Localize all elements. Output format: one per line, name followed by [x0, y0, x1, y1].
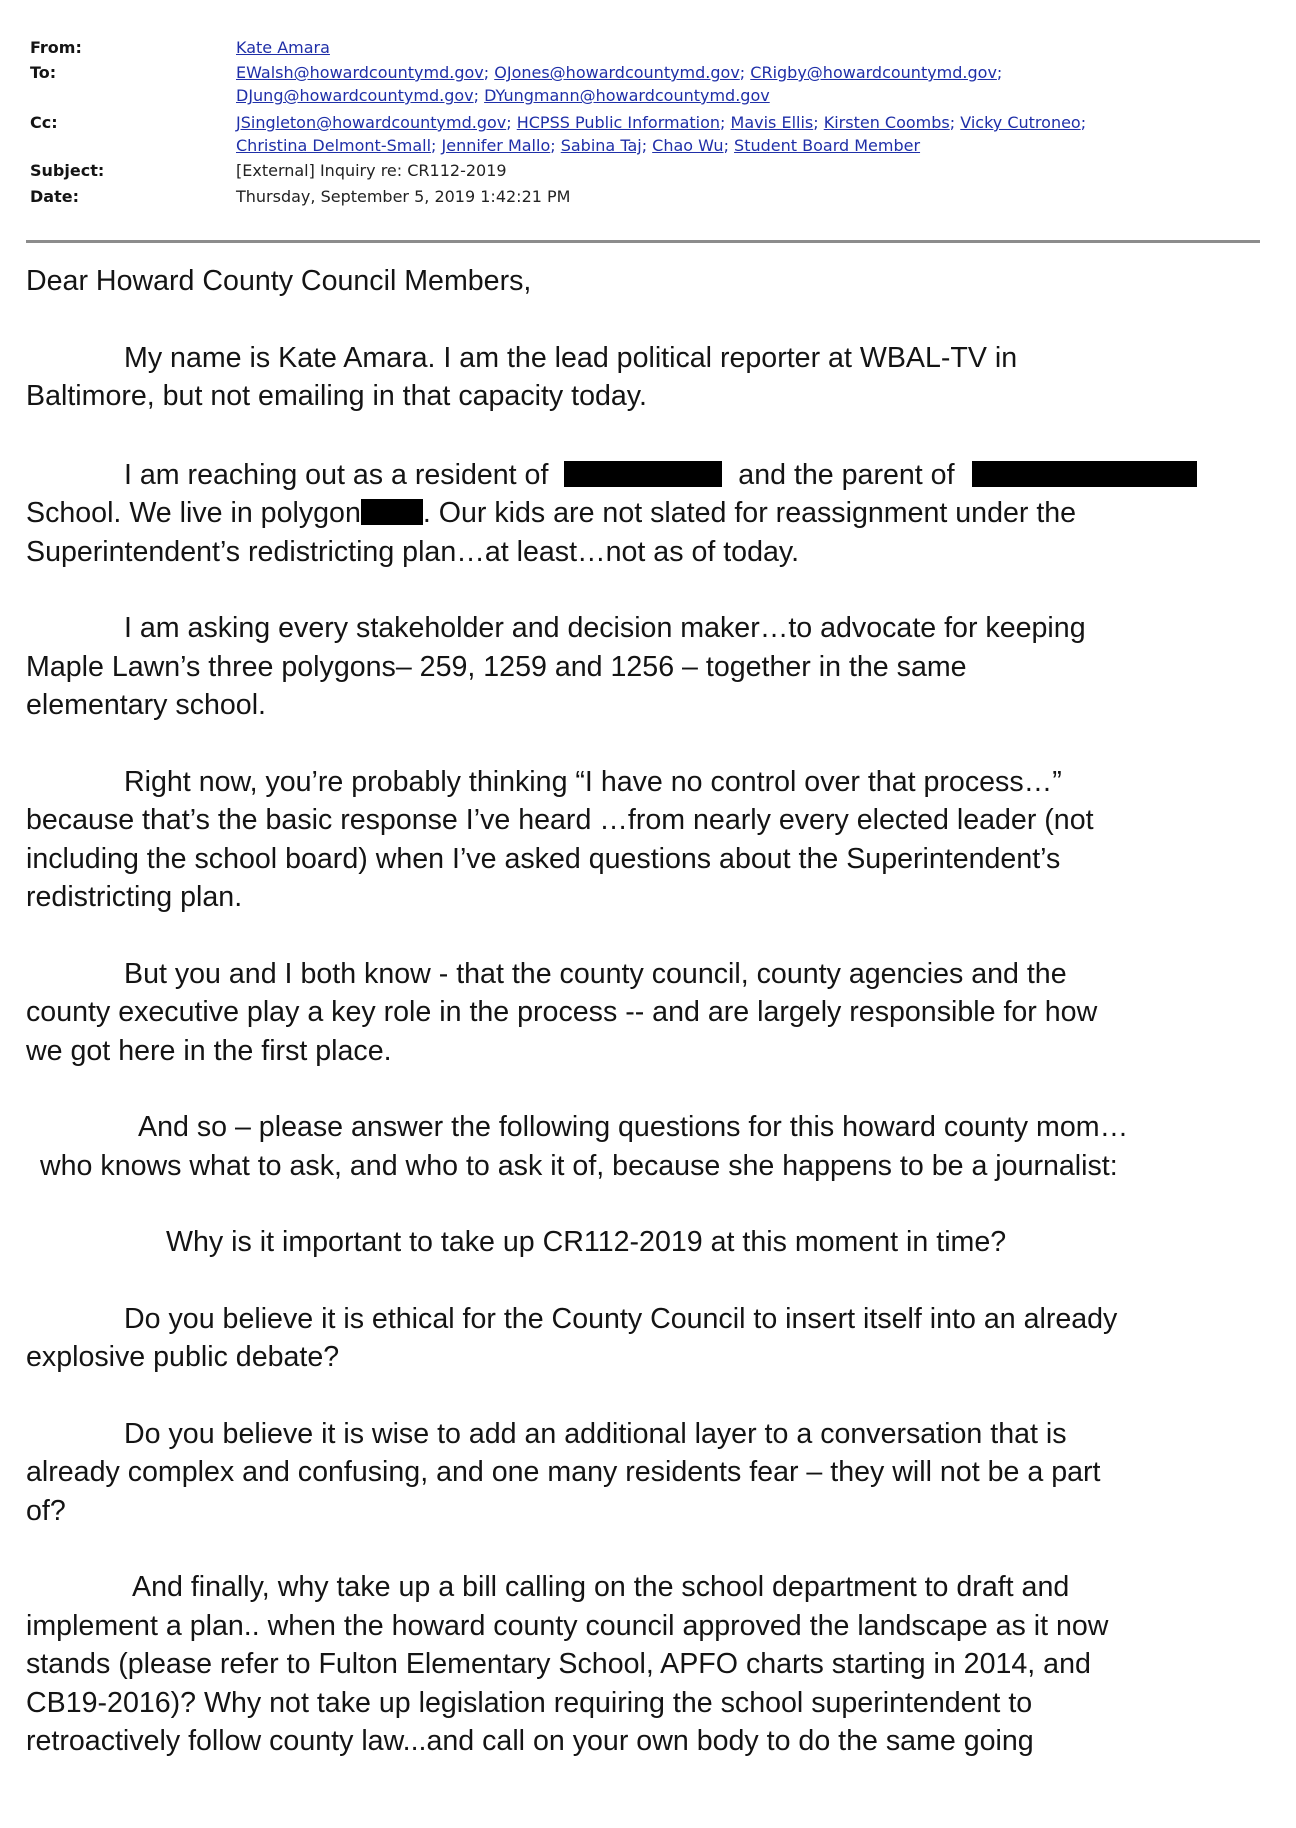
cc-link[interactable]: Vicky Cutroneo	[960, 113, 1081, 132]
paragraph: School. We live in polygon . Our kids are not slated for reassignment under the	[26, 497, 1077, 529]
recipient-link[interactable]: OJones@howardcountymd.gov	[494, 63, 740, 82]
redaction-box	[972, 461, 1197, 487]
cc-link[interactable]: Chao Wu	[652, 136, 724, 155]
paragraph: Superintendent’s redistricting plan…at least…not as of today.	[26, 535, 800, 568]
cc-link[interactable]: Jennifer Mallo	[441, 136, 551, 155]
from-label: From:	[30, 38, 82, 57]
paragraph: Right now, you’re probably thinking “I have no control over that process…”	[124, 765, 1062, 798]
paragraph: we got here in the first place.	[26, 1034, 392, 1067]
from-row	[30, 36, 1260, 61]
subject-label: Subject:	[30, 161, 105, 180]
paragraph: because that’s the basic response I’ve heard …from nearly every elected leader (not	[26, 804, 1094, 836]
recipient-link[interactable]: DJung@howardcountymd.gov	[236, 86, 474, 105]
recipient-link[interactable]: DYungmann@howardcountymd.gov	[484, 86, 770, 105]
subject-row	[30, 159, 1260, 185]
question: And finally, why take up a bill calling on the school department to draft and	[132, 1571, 1070, 1603]
to-label: To:	[30, 63, 57, 82]
question: Why is it important to take up CR112-2019 at this moment in time?	[166, 1226, 1007, 1258]
cc-link[interactable]: Sabina Taj	[560, 136, 642, 155]
question: of?	[26, 1494, 66, 1527]
question: CB19-2016)? Why not take up legislation requiring the school superintendent to	[26, 1686, 1033, 1719]
recipient-link[interactable]: EWalsh@howardcountymd.gov	[236, 63, 484, 82]
question: implement a plan.. when the howard county council approved the landscape as it now	[26, 1609, 1109, 1642]
paragraph: Baltimore, but not emailing in that capacity today.	[26, 380, 647, 412]
date-label: Date:	[30, 187, 79, 206]
to-row: To: EWalsh@howardcountymd.gov; OJones@howardcountymd.gov; CRigby@howardcountymd.gov; DJung@howardcountymd.gov; DYungmann@howardcountymd.gov	[30, 63, 1003, 105]
date-row	[30, 185, 1260, 211]
cc-link[interactable]: Mavis Ellis	[730, 113, 814, 132]
redaction-box	[361, 499, 423, 525]
sender-link[interactable]: Kate Amara	[236, 38, 330, 57]
cc-link[interactable]: Student Board Member	[734, 136, 921, 155]
cc-link[interactable]: JSingleton@howardcountymd.gov	[236, 113, 507, 132]
subject-value: [External] Inquiry re: CR112-2019	[236, 161, 507, 180]
cc-link[interactable]: HCPSS Public Information	[516, 113, 721, 132]
salutation: Dear Howard County Council Members,	[26, 265, 532, 297]
paragraph: I am asking every stakeholder and decision maker…to advocate for keeping	[124, 612, 1086, 644]
question: explosive public debate?	[26, 1341, 340, 1373]
question: stands (please refer to Fulton Elementary School, APFO charts starting in 2014, and	[26, 1648, 1091, 1680]
cc-link[interactable]: Christina Delmont-Small	[236, 136, 432, 155]
email-body	[26, 262, 1276, 1761]
cc-link[interactable]: Kirsten Coombs	[823, 113, 950, 132]
question: already complex and confusing, and one many residents fear – they will not be a part	[26, 1456, 1101, 1488]
paragraph: elementary school.	[26, 689, 266, 721]
cc-row: Cc: JSingleton@howardcountymd.gov; HCPSS Public Information; Mavis Ellis; Kirsten Coombs; Vicky Cutroneo; Christina Delmont-Small; Jennifer Mallo; Sabina Taj; Chao Wu; Student Board Member	[30, 113, 1087, 155]
paragraph: including the school board) when I’ve asked questions about the Superintendent’s	[26, 842, 1061, 875]
question: Do you believe it is ethical for the County Council to insert itself into an already	[124, 1302, 1118, 1335]
question: Do you believe it is wise to add an additional layer to a conversation that is	[124, 1417, 1067, 1450]
header-divider	[26, 240, 1260, 243]
paragraph: redistricting plan.	[26, 881, 243, 913]
redaction-box	[564, 461, 722, 487]
paragraph: And so – please answer the following questions for this howard county mom…	[138, 1111, 1129, 1143]
cc-label: Cc:	[30, 113, 58, 132]
paragraph: Maple Lawn’s three polygons– 259, 1259 and 1256 – together in the same	[26, 650, 967, 683]
question: retroactively follow county law...and call on your own body to do the same going	[26, 1725, 1034, 1757]
paragraph: But you and I both know - that the county council, county agencies and the	[124, 957, 1067, 990]
recipient-link[interactable]: CRigby@howardcountymd.gov	[750, 63, 997, 82]
paragraph: who knows what to ask, and who to ask it of, because she happens to be a journalist:	[40, 1149, 1118, 1182]
date-value: Thursday, September 5, 2019 1:42:21 PM	[236, 187, 571, 206]
paragraph: I am reaching out as a resident of and the parent of	[26, 456, 1276, 495]
paragraph: My name is Kate Amara. I am the lead political reporter at WBAL-TV in	[124, 341, 1018, 374]
paragraph: county executive play a key role in the process -- and are largely responsible for how	[26, 996, 1098, 1028]
email-header	[30, 36, 1260, 211]
